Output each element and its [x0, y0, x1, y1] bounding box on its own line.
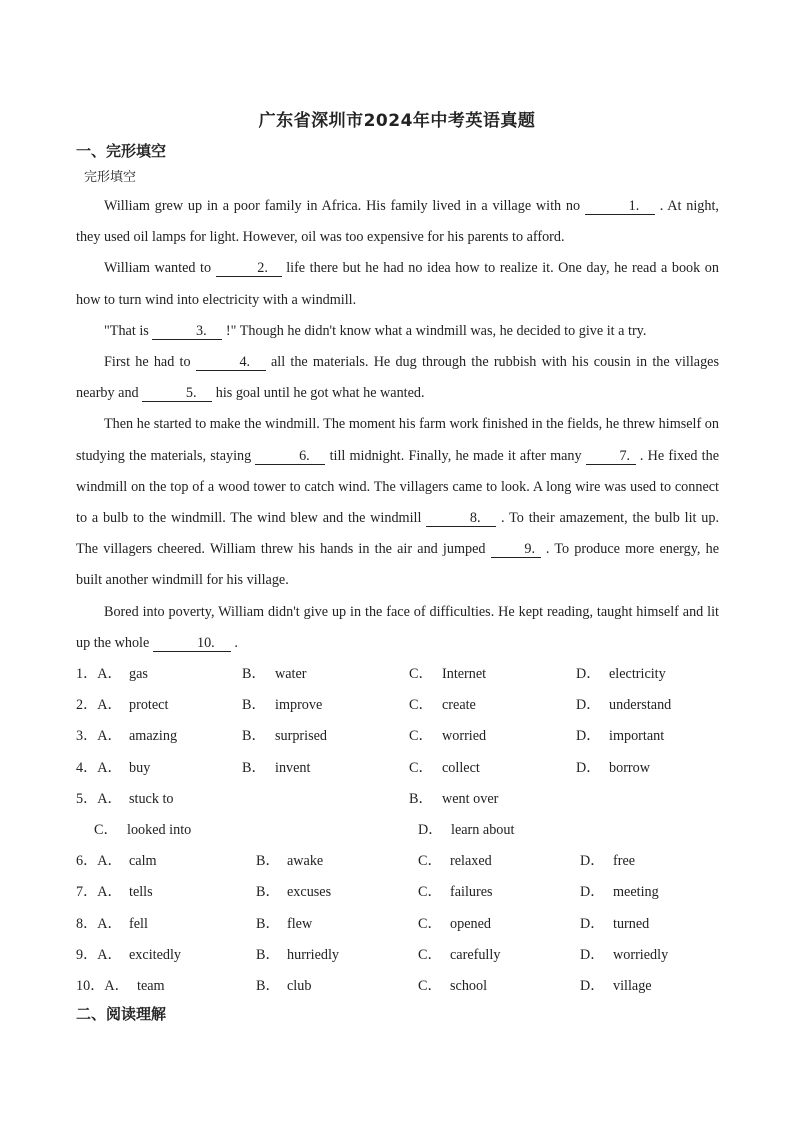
option-a[interactable]: protect [129, 697, 169, 714]
question-number: 10． [76, 977, 105, 994]
option-letter: B． [256, 977, 280, 994]
option-a[interactable]: gas [129, 666, 148, 682]
question-row [76, 846, 719, 877]
option-c[interactable]: failures [450, 884, 493, 901]
option-letter: B． [256, 884, 280, 901]
question-number: 1． [76, 666, 98, 682]
option-b[interactable]: went over [442, 790, 499, 807]
options-list [76, 659, 719, 1002]
option-letter: D． [580, 915, 605, 932]
option-letter: D． [580, 977, 605, 994]
question-row [76, 753, 719, 784]
question-number: 9． [76, 946, 98, 963]
option-letter: D． [580, 884, 605, 901]
option-d[interactable]: learn about [451, 821, 515, 838]
question-number: 8． [76, 915, 98, 932]
option-letter: C． [409, 697, 433, 714]
option-d[interactable]: free [613, 853, 636, 870]
option-a[interactable]: calm [129, 853, 157, 870]
blank-4: 4. [196, 355, 266, 371]
option-letter: A． [97, 946, 122, 963]
option-d[interactable]: borrow [609, 759, 650, 776]
option-c[interactable]: collect [442, 759, 480, 776]
option-letter: A． [97, 884, 122, 901]
page-title: 广东省深圳市2024年中考英语真题 [258, 111, 536, 131]
option-letter: C． [94, 821, 118, 838]
option-d[interactable]: electricity [609, 666, 666, 682]
question-number: 7． [76, 884, 98, 901]
question-row [76, 690, 719, 721]
option-b[interactable]: invent [275, 759, 311, 776]
blank-9: 9. [491, 542, 541, 558]
blank-3: 3. [152, 324, 222, 340]
blank-6: 6. [255, 449, 325, 465]
option-letter: C． [418, 977, 442, 994]
blank-7: 7. [586, 449, 636, 465]
question-number: 4． [76, 759, 98, 776]
option-letter: C． [409, 666, 433, 682]
option-a[interactable]: excitedly [129, 946, 181, 963]
option-a[interactable]: tells [129, 884, 153, 901]
option-a[interactable]: fell [129, 915, 148, 932]
option-d[interactable]: village [613, 977, 652, 994]
option-d[interactable]: understand [609, 697, 672, 714]
option-letter: A． [97, 759, 122, 776]
question-row [76, 971, 719, 1002]
option-c[interactable]: create [442, 697, 476, 714]
option-letter: D． [580, 946, 605, 963]
option-letter: B． [242, 666, 266, 682]
option-c[interactable]: worried [442, 728, 487, 745]
option-letter: A． [97, 697, 122, 714]
paragraph: "That is 3. !" Though he didn't know what a windmill was, he decided to give it a try. [104, 322, 647, 339]
option-letter: A． [97, 853, 122, 870]
option-letter: B． [256, 946, 280, 963]
option-letter: A． [97, 728, 122, 745]
blank-2: 2. [216, 261, 282, 277]
option-letter: D． [418, 821, 443, 838]
option-letter: B． [242, 759, 266, 776]
option-c[interactable]: carefully [450, 946, 501, 963]
option-c[interactable]: school [450, 977, 488, 994]
option-letter: C． [418, 884, 442, 901]
option-b[interactable]: excuses [287, 884, 332, 901]
question-row-continued [76, 815, 719, 846]
option-b[interactable]: club [287, 977, 312, 994]
blank-8: 8. [426, 511, 496, 527]
question-row [76, 877, 719, 908]
option-c[interactable]: Internet [442, 666, 487, 682]
question-row [76, 659, 719, 690]
question-row [76, 784, 719, 815]
paragraph: First he had to 4. all the materials. He dug through the rubbish with his cousin in the villages nearby and 5. his goal until he got what he wanted. [76, 354, 719, 402]
section-heading-cloze: 一、完形填空 [76, 142, 167, 160]
option-letter: B． [242, 728, 266, 745]
option-letter: A． [97, 915, 122, 932]
question-row [76, 721, 719, 752]
option-b[interactable]: surprised [275, 728, 328, 745]
option-c[interactable]: looked into [127, 821, 192, 838]
option-a[interactable]: team [137, 977, 165, 994]
option-letter: C． [418, 946, 442, 963]
option-letter: A． [97, 790, 122, 807]
option-letter: D． [580, 853, 605, 870]
option-letter: C． [418, 915, 442, 932]
option-a[interactable]: buy [129, 759, 151, 776]
paragraph: Bored into poverty, William didn't give up in the face of difficulties. He kept reading, taught himself and lit up the whole 10. . [76, 603, 719, 651]
question-number: 2． [76, 697, 98, 714]
option-letter: C． [418, 853, 442, 870]
option-letter: D． [576, 666, 601, 682]
option-b[interactable]: flew [287, 915, 313, 932]
blank-1: 1. [585, 199, 655, 215]
option-c[interactable]: opened [450, 915, 491, 932]
question-number: 3． [76, 728, 98, 745]
option-d[interactable]: important [609, 728, 665, 745]
option-letter: C． [409, 728, 433, 745]
option-letter: D． [576, 759, 601, 776]
question-number: 6． [76, 853, 98, 870]
section-heading-reading: 二、阅读理解 [76, 1005, 167, 1023]
option-b[interactable]: improve [275, 697, 323, 714]
paragraph: William grew up in a poor family in Africa. His family lived in a village with no 1. . At night, they used oil lamps for light. However, oil was too expensive for his parents to afford. [76, 198, 719, 246]
option-letter: A． [97, 666, 122, 682]
option-b[interactable]: water [275, 666, 307, 682]
option-letter: B． [409, 790, 433, 807]
option-letter: D． [576, 697, 601, 714]
option-c[interactable]: relaxed [450, 853, 492, 870]
option-b[interactable]: hurriedly [287, 946, 340, 963]
option-a[interactable]: stuck to [129, 790, 174, 807]
blank-5: 5. [142, 386, 212, 402]
paragraph: William wanted to 2. life there but he had no idea how to realize it. One day, he read a book on how to turn wind into electricity with a windmill. [76, 260, 719, 308]
blank-10: 10. [153, 636, 231, 652]
paragraph: Then he started to make the windmill. The moment his farm work finished in the fields, he threw himself on studying the materials, staying 6. till midnight. Finally, he made it after many 7. . He fixed the windmill on the top of a wood tower to catch wind. The villagers came to look. A long wire was used to connect to a bulb to the windmill. The wind blew and the windmill 8. . To their amazement, the bulb lit up. The villagers cheered. William threw his hands in the air and jumped 9. . To produce more energy, he built another windmill for his village. [76, 416, 719, 589]
option-b[interactable]: awake [287, 853, 324, 870]
option-letter: B． [256, 853, 280, 870]
option-d[interactable]: worriedly [613, 946, 669, 963]
option-letter: C． [409, 759, 433, 776]
option-a[interactable]: amazing [129, 728, 178, 745]
option-letter: D． [576, 728, 601, 745]
subsection-heading: 完形填空 [84, 170, 137, 185]
question-row [76, 909, 719, 940]
option-d[interactable]: meeting [613, 884, 659, 901]
option-d[interactable]: turned [613, 915, 650, 932]
question-number: 5． [76, 790, 98, 807]
option-letter: B． [242, 697, 266, 714]
option-letter: A． [104, 977, 129, 994]
option-letter: B． [256, 915, 280, 932]
question-row [76, 940, 719, 971]
cloze-passage [76, 191, 719, 659]
